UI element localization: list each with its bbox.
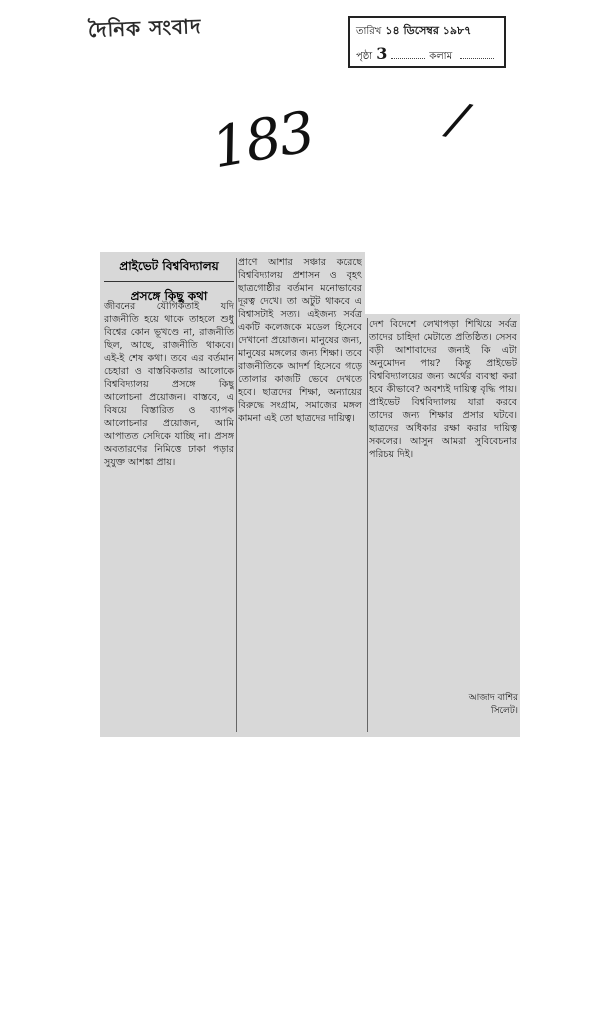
stamp-date-value: ১৪ ডিসেম্বর ১৯৮৭: [385, 24, 472, 37]
article-column-1: [104, 300, 234, 732]
stamp-page-row: [356, 44, 498, 66]
article-column-3: [369, 318, 517, 732]
stamp-page-label: পৃষ্ঠা: [356, 51, 373, 62]
article-paragraph: প্রাণে আশার সঞ্চার করেছে বিশ্ববিদ্যালয় প্রশাসন ও বৃহৎ ছাত্রগোষ্ঠীর বর্তমান মনোভাবের দূরত্ব দেখে। তা অটুট থাকবে এ বিশ্বাসটাই সত্য। এইজন্য সর্বত্র একটি কলেজকে মডেল হিসেবে দেখানো প্রয়োজন। মানুষের জন্য, মানুষের মঙ্গলের জন্য শিক্ষা। তবে রাজনীতিকে আদর্শ হিসেবে গড়ে তোলার কাজটি ভেবে দেখতে হবে। ছাত্রদের শিক্ষা, অন্যায়ের বিরুদ্ধে সংগ্রাম, সমাজের মঙ্গল কামনা এই তো ছাত্রদের দায়িত্ব।: [238, 257, 362, 424]
newspaper-masthead: দৈনিক সংবাদ: [87, 14, 202, 42]
article-signoff: [420, 692, 518, 718]
author-place: সিলেট।: [491, 706, 518, 716]
stamp-dots: [391, 46, 425, 59]
article-column-2: [238, 256, 362, 732]
stamp-page-value: 3: [376, 44, 388, 63]
handwritten-mark: /: [443, 90, 472, 148]
column-divider: [367, 318, 368, 732]
stamp-dots-2: [460, 46, 494, 59]
stamp-column-label: কলাম: [429, 51, 453, 62]
article-paragraph: দেশ বিদেশে লেখাপড়া শিখিয়ে সর্বত্র তাদের চাহিদা মেটাতে প্রতিষ্ঠিত। সেসব বড়ী আশাবাদের জন্যই কি এটা অনুমোদন পায়? কিন্তু প্রাইভেট বিশ্ববিদ্যালয়ের জন্য অর্থের ব্যবস্থা করা হবে কীভাবে? অবশ্যই দায়িত্ব বৃদ্ধি পায়। প্রাইভেট বিশ্ববিদ্যালয় যারা করবে তাদের জন্য শিক্ষার প্রসার ঘটবে। ছাত্রদের অধিকার রক্ষা করার দায়িত্ব সকলের। আসুন আমরা সুবিবেচনার পরিচয় দিই।: [369, 319, 517, 460]
column-divider: [236, 258, 237, 732]
subheadline-text: প্রসঙ্গে কিছু কথা: [130, 289, 208, 303]
handwritten-page-number: 183: [207, 99, 318, 182]
stamp-date-row: [356, 22, 498, 44]
stamp-date-label: তারিখ: [356, 26, 382, 37]
headline-text: প্রাইভেট বিশ্ববিদ্যালয়: [104, 258, 234, 282]
archive-stamp: [348, 16, 506, 68]
article-paragraph: জীবনের যৌগিকতাই যদি রাজনীতি হয়ে থাকে তাহলে শুধু বিশ্বের কোন ভূখণ্ডে না, রাজনীতি ছিল, আছে, রাজনীতি থাকবে। এই-ই শেষ কথা। তবে এর বর্তমান চেহারা ও বাস্তবিকতার আলোকে বিশ্ববিদ্যালয় প্রসঙ্গে কিছু আলোচনা প্রয়োজন। বাস্তবে, এ বিষয়ে বিস্তারিত ও ব্যাপক আলোচনার প্রয়োজন, আমি আপাতত সেদিকে যাচ্ছি না। প্রসঙ্গ অবতারণের নিমিত্তে ঢাকা পড়ার সুযুক্ত আশঙ্কা প্রায়।: [104, 301, 234, 468]
author-name: আজাদ বাশির: [468, 693, 518, 703]
